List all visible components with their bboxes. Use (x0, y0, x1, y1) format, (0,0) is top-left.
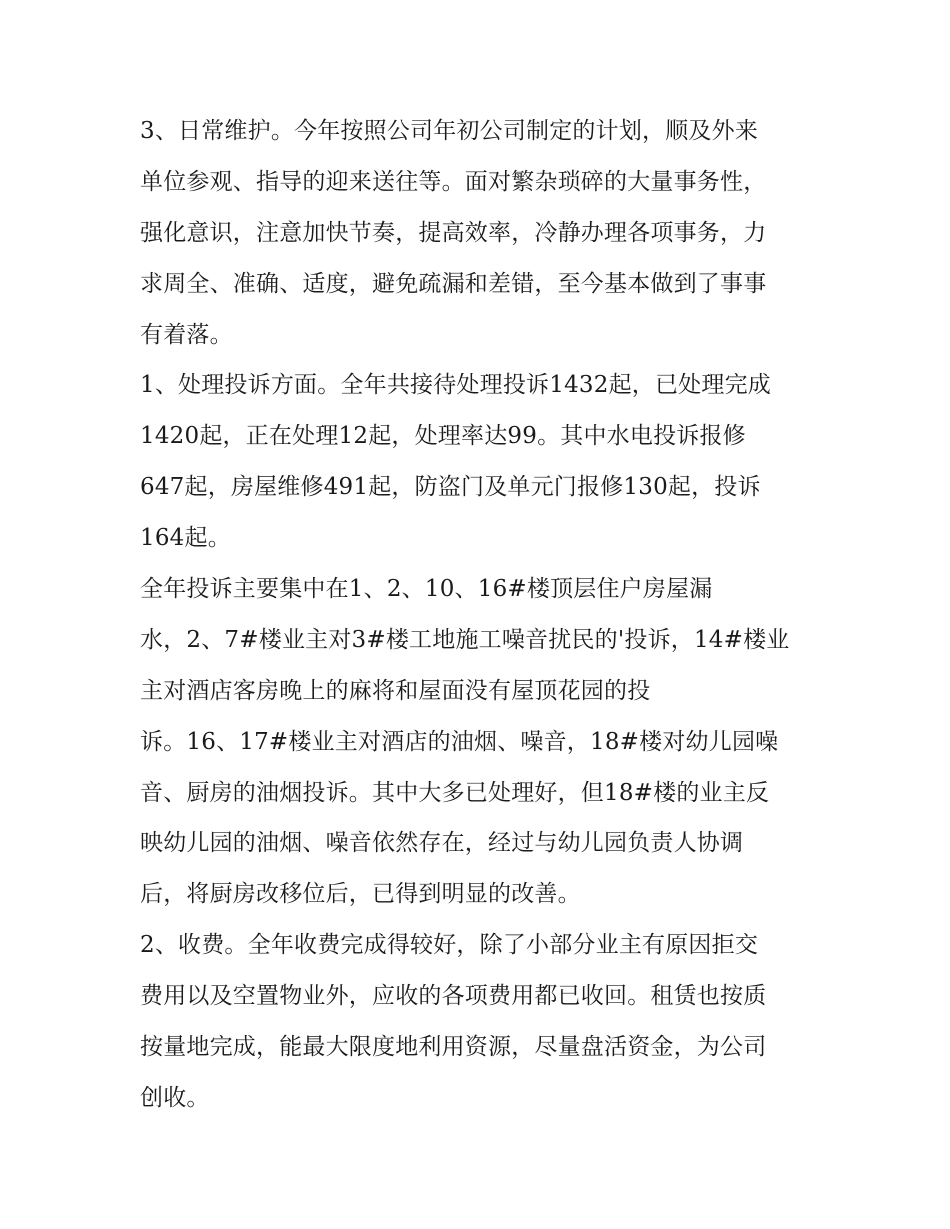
document-body (140, 106, 820, 1124)
text-line-9: 164起。 (140, 525, 231, 552)
text-line-6: 1、处理投诉方面。全年共接待处理投诉1432起，已处理完成 (140, 372, 771, 399)
text-line-14: 音、厨房的油烟投诉。其中大多已处理好，但18#楼的业主反 (140, 779, 770, 806)
text-line-11: 水，2、7#楼业主对3#楼工地施工噪音扰民的'投诉，14#楼业 (140, 626, 790, 653)
text-line-2: 单位参观、指导的迎来送往等。面对繁杂琐碎的大量事务性， (140, 168, 767, 195)
text-line-10: 全年投诉主要集中在1、2、10、16#楼顶层住户房屋漏 (140, 576, 713, 603)
text-line-5: 有着落。 (140, 321, 233, 348)
text-line-17: 2、收费。全年收费完成得较好，除了小部分业主有原因拒交 (140, 932, 759, 959)
text-line-1: 3、日常维护。今年按照公司年初公司制定的计划，顺及外来 (140, 118, 759, 144)
text-line-4: 求周全、准确、适度，避免疏漏和差错，至今基本做到了事事 (140, 270, 767, 297)
text-line-16: 后，将厨房改移位后，已得到明显的改善。 (140, 881, 581, 908)
text-line-19: 按量地完成，能最大限度地利用资源，尽量盘活资金，为公司 (140, 1034, 767, 1061)
text-line-7: 1420起，正在处理12起，处理率达99。其中水电投诉报修 (140, 423, 746, 450)
text-line-3: 强化意识，注意加快节奏，提高效率，冷静办理各项事务，力 (140, 219, 767, 246)
text-line-15: 映幼儿园的油烟、噪音依然存在，经过与幼儿园负责人协调 (140, 830, 744, 857)
text-line-18: 费用以及空置物业外，应收的各项费用都已收回。租赁也按质 (140, 983, 767, 1010)
text-line-8: 647起，房屋维修491起，防盗门及单元门报修130起，投诉 (140, 474, 761, 501)
text-line-13: 诉。16、17#楼业主对酒店的油烟、噪音，18#楼对幼儿园噪 (140, 728, 779, 755)
text-line-20: 创收。 (140, 1084, 210, 1111)
text-line-12: 主对酒店客房晚上的麻将和屋面没有屋顶花园的投 (140, 677, 651, 704)
